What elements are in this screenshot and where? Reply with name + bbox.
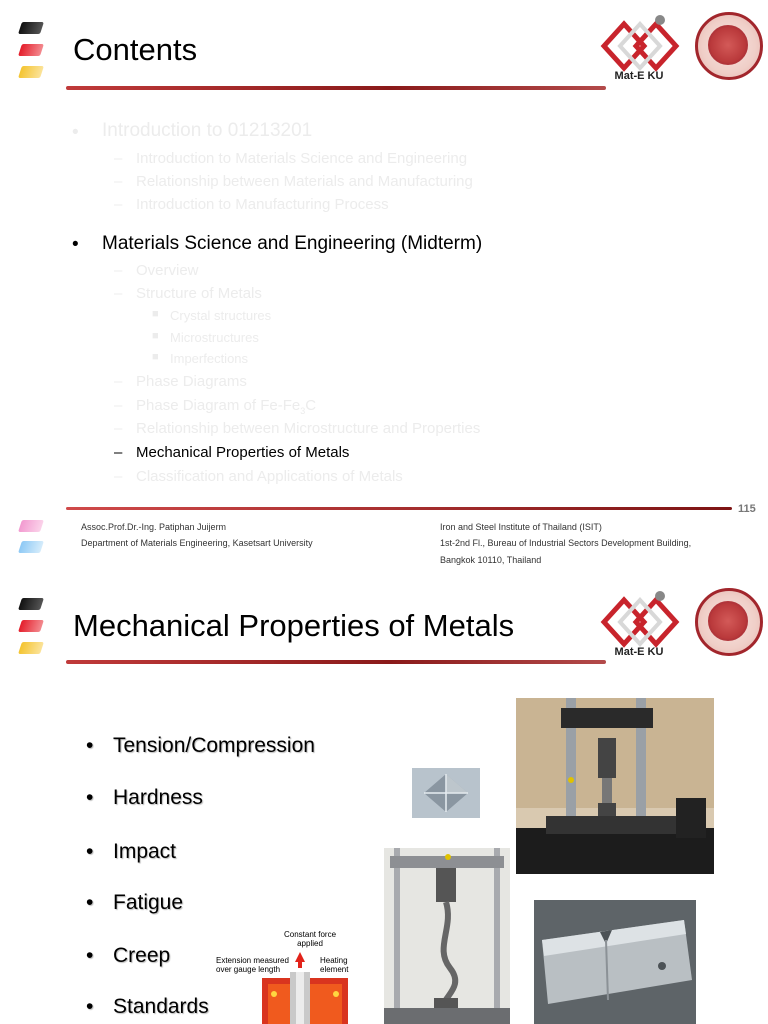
page-number: 115 <box>738 503 756 515</box>
decor-stripe-red <box>18 44 44 56</box>
footer-divider <box>66 507 732 510</box>
impact-specimen-photo <box>534 900 696 1024</box>
slide-title: Contents <box>73 32 198 67</box>
list-item: Standards <box>113 995 209 1018</box>
fatigue-machine-photo <box>384 848 510 1024</box>
vickers-indent-image <box>412 768 480 818</box>
list-item: Imperfections <box>170 351 249 366</box>
list-item: Structure of Metals <box>136 285 262 302</box>
kasetsart-seal <box>695 12 763 80</box>
list-item: Relationship between Microstructure and Properties <box>136 420 481 437</box>
list-item: Hardness <box>113 786 203 809</box>
list-item-active: Mechanical Properties of Metals <box>136 444 350 461</box>
decor-stripe-black <box>18 22 44 34</box>
decor-stripe-gold <box>18 642 44 654</box>
list-item: Phase Diagrams <box>136 373 247 390</box>
mat-e-ku-label: Mat-E KU <box>614 70 664 82</box>
list-item: Phase Diagram of $Fe-Fe_3C$ <box>136 397 317 416</box>
list-item: Overview <box>136 262 199 279</box>
list-item: Crystal structures <box>170 308 272 323</box>
list-item: Tension/Compression <box>113 734 315 757</box>
title-underline <box>66 86 606 90</box>
footer-address-1: 1st-2nd Fl., Bureau of Industrial Sectors Development Building, <box>440 538 692 548</box>
decor-stripe-pink <box>18 520 44 532</box>
list-item: Introduction to 01213201 <box>102 120 313 141</box>
list-item-active: Materials Science and Engineering (Midterm) <box>102 233 483 254</box>
list-item: Microstructures <box>170 330 259 345</box>
footer-department: Department of Materials Engineering, Kasetsart University <box>81 538 313 548</box>
list-item: Fatigue <box>113 891 184 914</box>
creep-label-heating: Heating element <box>320 956 349 974</box>
list-item: Introduction to Manufacturing Process <box>136 196 389 213</box>
kasetsart-seal <box>695 588 763 656</box>
footer-institute: Iron and Steel Institute of Thailand (ISIT) <box>440 522 602 532</box>
decor-stripe-blue <box>18 541 44 553</box>
list-item: Classification and Applications of Metals <box>136 468 403 485</box>
title-underline <box>66 660 606 664</box>
list-item: Relationship between Materials and Manufacturing <box>136 173 473 190</box>
list-item: Introduction to Materials Science and Engineering <box>136 150 468 167</box>
bullet-dot: • <box>72 234 79 255</box>
decor-stripe-black <box>18 598 44 610</box>
bullet-dot: • <box>72 122 79 143</box>
decor-stripe-red <box>18 620 44 632</box>
mat-e-ku-label: Mat-E KU <box>614 646 664 658</box>
creep-label-extension: Extension measured over gauge length <box>216 956 289 974</box>
creep-test-diagram <box>260 950 350 1024</box>
footer-address-2: Bangkok 10110, Thailand <box>440 555 542 565</box>
creep-label-force: Constant force applied <box>283 930 337 948</box>
decor-stripe-gold <box>18 66 44 78</box>
list-item: Creep <box>113 944 171 967</box>
tensile-machine-photo <box>516 698 714 874</box>
slide-title: Mechanical Properties of Metals <box>73 608 515 643</box>
list-item: Impact <box>113 840 177 863</box>
footer-author: Assoc.Prof.Dr.-Ing. Patiphan Juijerm <box>81 522 227 532</box>
